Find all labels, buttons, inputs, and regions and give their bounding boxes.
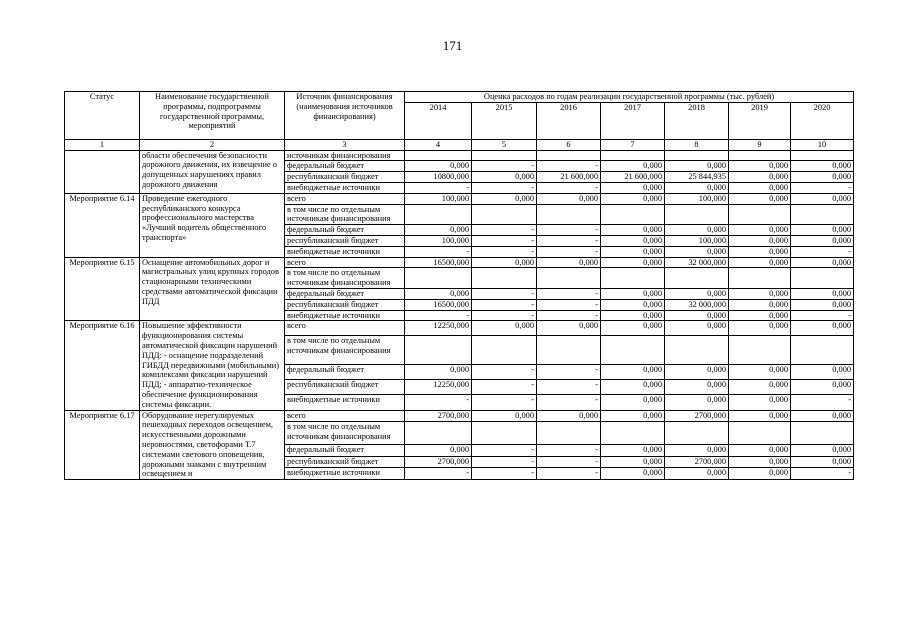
year-value-cell: - [472,182,537,193]
year-value-cell: 32 000,000 [665,299,729,310]
year-value-cell: 0,000 [729,299,791,310]
year-value-cell: 0,000 [601,468,665,480]
column-number: 1 [65,139,140,150]
year-value-cell: 0,000 [665,310,729,321]
header-year: 2015 [472,102,537,139]
year-value-cell: - [537,182,601,193]
year-value-cell: - [537,225,601,236]
year-value-cell: 0,000 [601,182,665,193]
year-value-cell: - [537,365,601,380]
funding-source: всего [285,257,405,268]
funding-source: республиканский бюджет [285,456,405,468]
year-value-cell: 0,000 [537,193,601,204]
year-value-cell: 0,000 [537,410,601,422]
year-value-cell [665,150,729,161]
measure-status [65,150,140,193]
year-value-cell: 0,000 [665,395,729,410]
year-value-cell: - [537,380,601,395]
year-value-cell: - [791,468,854,480]
year-value-cell: - [472,444,537,456]
measure-name: области обеспечения безопасности дорожного движения, их извещение о допущенных нарушениях правил дорожного движения [140,150,285,193]
funding-source: в том числе по отдельным источникам финансирования [285,336,405,365]
page-number: 171 [442,38,463,53]
year-value-cell: - [472,235,537,246]
table-row [65,193,854,204]
year-value-cell: 100,000 [665,235,729,246]
year-value-cell: - [537,299,601,310]
year-value-cell: 0,000 [791,235,854,246]
year-value-cell: 2700,000 [405,456,472,468]
year-value-cell: 0,000 [601,444,665,456]
funding-source: республиканский бюджет [285,299,405,310]
year-value-cell: 0,000 [729,235,791,246]
header-year: 2018 [665,102,729,139]
year-value-cell: 21 600,000 [601,172,665,183]
year-value-cell: 0,000 [729,161,791,172]
header-estimate: Оценка расходов по годам реализации государственной программы (тыс. рублей) [405,92,854,103]
year-value-cell: 0,000 [601,257,665,268]
year-value-cell: - [472,468,537,480]
year-value-cell [405,204,472,225]
year-value-cell [665,204,729,225]
measure-status: Мероприятие 6.17 [65,410,140,480]
year-value-cell: 0,000 [472,193,537,204]
year-value-cell: 0,000 [601,193,665,204]
year-value-cell [791,422,854,444]
year-value-cell: 0,000 [791,172,854,183]
header-year: 2019 [729,102,791,139]
year-value-cell: 0,000 [601,365,665,380]
year-value-cell [791,268,854,289]
column-number: 7 [601,139,665,150]
year-value-cell: 0,000 [729,246,791,257]
table-body [65,150,854,480]
year-value-cell: 0,000 [665,380,729,395]
year-value-cell: - [405,395,472,410]
year-value-cell: 100,000 [665,193,729,204]
year-value-cell: 0,000 [405,365,472,380]
year-value-cell: 0,000 [665,246,729,257]
year-value-cell: 100,000 [405,235,472,246]
header-status: Статус [65,92,140,140]
header-name: Наименование государственной программы, подпрограммы государственной программы, мероприятий [140,92,285,140]
year-value-cell: - [537,456,601,468]
year-value-cell: 10800,000 [405,172,472,183]
year-value-cell: - [405,310,472,321]
budget-table [64,91,854,480]
year-value-cell: 0,000 [729,257,791,268]
year-value-cell: 0,000 [601,299,665,310]
year-value-cell: 0,000 [791,321,854,336]
table-header [65,92,854,151]
funding-source: федеральный бюджет [285,225,405,236]
year-value-cell: 0,000 [601,225,665,236]
year-value-cell: 0,000 [791,161,854,172]
year-value-cell [601,422,665,444]
year-value-cell [791,150,854,161]
year-value-cell: 16500,000 [405,257,472,268]
year-value-cell [537,268,601,289]
table-row [65,321,854,336]
funding-source: федеральный бюджет [285,288,405,299]
year-value-cell [405,268,472,289]
measure-name: Оснащение автомобильных дорог и магистральных улиц крупных городов стационарными техническими средствами автоматической фиксации ПДД [140,257,285,321]
year-value-cell: - [405,182,472,193]
year-value-cell: - [472,246,537,257]
funding-source: в том числе по отдельным источникам финансирования [285,268,405,289]
measure-name: Проведение ежегодного республиканского конкурса профессионального мастерства «Лучший водитель общественного транспорта» [140,193,285,257]
year-value-cell: 0,000 [665,161,729,172]
year-value-cell [729,336,791,365]
year-value-cell: 0,000 [601,246,665,257]
funding-source: федеральный бюджет [285,444,405,456]
year-value-cell: - [537,246,601,257]
funding-source: внебюджетные источники [285,468,405,480]
column-number: 5 [472,139,537,150]
year-value-cell: - [791,182,854,193]
funding-source: внебюджетные источники [285,246,405,257]
year-value-cell: 0,000 [405,225,472,236]
header-year: 2014 [405,102,472,139]
year-value-cell [472,204,537,225]
year-value-cell [601,204,665,225]
year-value-cell: - [472,380,537,395]
funding-source: всего [285,321,405,336]
year-value-cell: 12250,000 [405,321,472,336]
funding-source: внебюджетные источники [285,310,405,321]
header-year: 2020 [791,102,854,139]
year-value-cell: 0,000 [791,380,854,395]
column-number: 10 [791,139,854,150]
funding-source: всего [285,410,405,422]
year-value-cell [601,150,665,161]
measure-name: Повышение эффективности функционирования системы автоматической фиксации нарушений ПДД: - оснащение подразделений ГИБДД передвижными (мобильными) комплексами фиксации нарушений ПДД; - аппаратно-техническое обеспечение функционирования системы фиксации. [140,321,285,410]
year-value-cell: 0,000 [665,321,729,336]
year-value-cell: - [472,310,537,321]
year-value-cell: 0,000 [791,288,854,299]
measure-name: Оборудование нерегулируемых пешеходных переходов освещением, искусственными дорожными неровностями, светофорами Т.7 системами светового оповещения, дорожными знаками с внутренним освещением и [140,410,285,480]
column-number: 3 [285,139,405,150]
year-value-cell: 0,000 [472,257,537,268]
year-value-cell: 0,000 [665,444,729,456]
measure-status: Мероприятие 6.16 [65,321,140,410]
year-value-cell: 21 600,000 [537,172,601,183]
year-value-cell: 0,000 [791,456,854,468]
year-value-cell [791,204,854,225]
year-value-cell: - [537,288,601,299]
column-number: 2 [140,139,285,150]
table-row [65,410,854,422]
year-value-cell [791,336,854,365]
funding-source: федеральный бюджет [285,365,405,380]
year-value-cell: 0,000 [601,456,665,468]
header-source: Источник финансирования (наименования источников финансирования) [285,92,405,140]
year-value-cell: - [537,310,601,321]
year-value-cell: 16500,000 [405,299,472,310]
year-value-cell: - [472,299,537,310]
year-value-cell [472,268,537,289]
year-value-cell [472,422,537,444]
year-value-cell: 0,000 [601,310,665,321]
year-value-cell [601,336,665,365]
year-value-cell: - [537,395,601,410]
year-value-cell [729,268,791,289]
year-value-cell [537,150,601,161]
year-value-cell: 0,000 [791,225,854,236]
year-value-cell: 0,000 [791,444,854,456]
year-value-cell: 2700,000 [665,456,729,468]
year-value-cell: - [537,161,601,172]
year-value-cell: - [472,161,537,172]
year-value-cell: - [405,468,472,480]
year-value-cell: - [537,235,601,246]
header-year: 2016 [537,102,601,139]
year-value-cell: - [791,246,854,257]
funding-source: республиканский бюджет [285,380,405,395]
measure-status: Мероприятие 6.15 [65,257,140,321]
year-value-cell: 0,000 [601,161,665,172]
year-value-cell: 0,000 [405,444,472,456]
year-value-cell [665,336,729,365]
year-value-cell: 0,000 [665,182,729,193]
year-value-cell: 0,000 [729,321,791,336]
year-value-cell: 0,000 [601,235,665,246]
year-value-cell: 0,000 [729,310,791,321]
year-value-cell: - [472,365,537,380]
year-value-cell [405,150,472,161]
funding-source: республиканский бюджет [285,235,405,246]
year-value-cell: 0,000 [729,182,791,193]
year-value-cell: 0,000 [729,172,791,183]
column-number: 4 [405,139,472,150]
year-value-cell: 0,000 [729,468,791,480]
year-value-cell: 0,000 [791,299,854,310]
funding-source: республиканский бюджет [285,172,405,183]
funding-source: внебюджетные источники [285,182,405,193]
year-value-cell [729,150,791,161]
year-value-cell [537,422,601,444]
year-value-cell: - [472,288,537,299]
year-value-cell: 0,000 [791,410,854,422]
year-value-cell: 0,000 [729,365,791,380]
funding-source: в том числе по отдельным источникам финансирования [285,422,405,444]
year-value-cell [665,268,729,289]
year-value-cell: 0,000 [729,193,791,204]
year-value-cell [537,204,601,225]
year-value-cell: 0,000 [729,380,791,395]
year-value-cell: 0,000 [729,456,791,468]
year-value-cell: 12250,000 [405,380,472,395]
year-value-cell: - [791,395,854,410]
year-value-cell: 0,000 [665,288,729,299]
year-value-cell: 0,000 [791,193,854,204]
column-number: 6 [537,139,601,150]
funding-source: в том числе по отдельным источникам финансирования [285,204,405,225]
year-value-cell: 0,000 [405,288,472,299]
year-value-cell [665,422,729,444]
year-value-cell [601,268,665,289]
year-value-cell [729,422,791,444]
year-value-cell: 0,000 [791,365,854,380]
year-value-cell: 0,000 [729,288,791,299]
year-value-cell: - [472,456,537,468]
year-value-cell: - [405,246,472,257]
year-value-cell [405,422,472,444]
funding-source: внебюджетные источники [285,395,405,410]
year-value-cell: 0,000 [729,395,791,410]
year-value-cell: 0,000 [729,225,791,236]
year-value-cell: - [472,395,537,410]
year-value-cell: 25 844,935 [665,172,729,183]
column-number: 8 [665,139,729,150]
year-value-cell: 32 000,000 [665,257,729,268]
year-value-cell: 0,000 [472,410,537,422]
year-value-cell: 0,000 [537,321,601,336]
year-value-cell [405,336,472,365]
year-value-cell: - [472,225,537,236]
year-value-cell [729,204,791,225]
year-value-cell: 0,000 [601,288,665,299]
year-value-cell: 100,000 [405,193,472,204]
year-value-cell: - [537,444,601,456]
funding-source: федеральный бюджет [285,161,405,172]
year-value-cell: - [537,468,601,480]
year-value-cell: 0,000 [665,225,729,236]
funding-source: всего [285,193,405,204]
year-value-cell: 0,000 [601,395,665,410]
table-row [65,150,854,161]
year-value-cell: 0,000 [472,172,537,183]
year-value-cell: - [791,310,854,321]
year-value-cell: 0,000 [472,321,537,336]
measure-status: Мероприятие 6.14 [65,193,140,257]
year-value-cell: 2700,000 [665,410,729,422]
table-row [65,257,854,268]
year-value-cell: 0,000 [791,257,854,268]
year-value-cell: 0,000 [601,380,665,395]
year-value-cell [472,150,537,161]
year-value-cell: 0,000 [601,321,665,336]
year-value-cell: 0,000 [537,257,601,268]
column-number: 9 [729,139,791,150]
funding-source: источникам финансирования [285,150,405,161]
year-value-cell: 0,000 [729,410,791,422]
year-value-cell: 0,000 [665,365,729,380]
year-value-cell: 0,000 [729,444,791,456]
year-value-cell [537,336,601,365]
year-value-cell: 2700,000 [405,410,472,422]
year-value-cell: 0,000 [601,410,665,422]
header-year: 2017 [601,102,665,139]
year-value-cell [472,336,537,365]
year-value-cell: 0,000 [405,161,472,172]
year-value-cell: 0,000 [665,468,729,480]
